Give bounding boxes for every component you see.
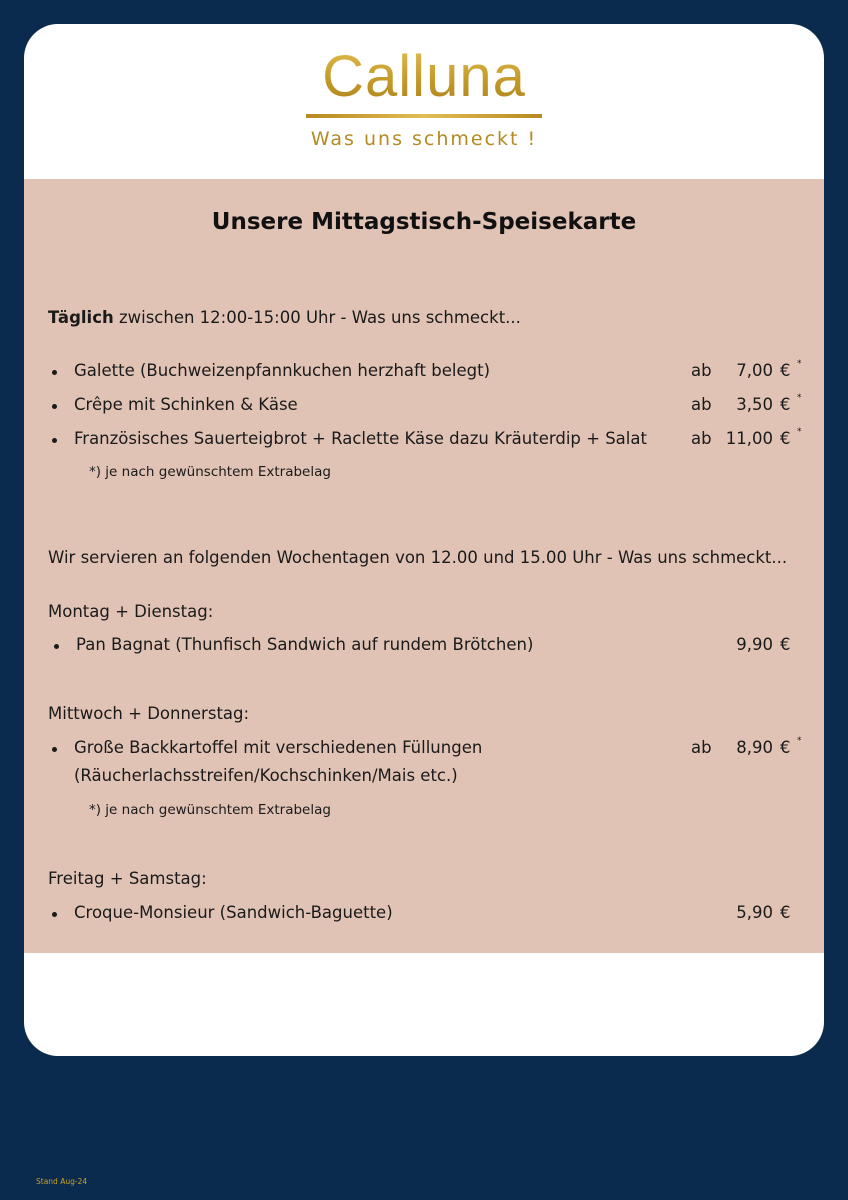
currency: €: [780, 635, 791, 654]
wed-thu-heading: Mittwoch + Donnerstag:: [48, 704, 250, 723]
logo-underline: [306, 114, 542, 118]
list-item: Große Backkartoffel mit verschiedenen Füllungen: [74, 738, 483, 757]
price-prefix: ab: [691, 395, 712, 414]
bullet: [52, 912, 57, 917]
fri-sat-heading: Freitag + Samstag:: [48, 869, 207, 888]
weekly-intro: Wir servieren an folgenden Wochentagen von 12.00 und 15.00 Uhr - Was uns schmeckt...: [48, 548, 788, 567]
menu-card: [24, 24, 824, 1056]
daily-note: *) je nach gewünschtem Extrabelag: [89, 464, 331, 480]
price-prefix: ab: [691, 429, 712, 448]
menu-panel: [24, 179, 824, 953]
bullet: [52, 404, 57, 409]
price-mark: *: [797, 393, 802, 403]
price-mark: *: [797, 427, 802, 437]
currency: €: [780, 738, 791, 757]
logo: [24, 24, 824, 179]
bullet: [54, 644, 59, 649]
currency: €: [780, 361, 791, 380]
list-item-continued: (Räucherlachsstreifen/Kochschinken/Mais etc.): [74, 766, 458, 785]
item-price: 3,50: [736, 395, 773, 414]
item-price: 8,90: [736, 738, 773, 757]
stand-date: Stand Aug-24: [36, 1177, 88, 1186]
currency: €: [780, 429, 791, 448]
item-price: 9,90: [736, 635, 773, 654]
item-price: 11,00: [725, 429, 773, 448]
price-prefix: ab: [691, 361, 712, 380]
list-item: Französisches Sauerteigbrot + Raclette Käse dazu Kräuterdip + Salat: [74, 429, 647, 448]
list-item: Crêpe mit Schinken & Käse: [74, 395, 298, 414]
list-item: Croque-Monsieur (Sandwich-Baguette): [74, 903, 393, 922]
bullet: [52, 438, 57, 443]
daily-heading-bold: Täglich: [48, 308, 114, 327]
menu-title: Unsere Mittagstisch-Speisekarte: [211, 209, 637, 235]
price-mark: *: [797, 359, 802, 369]
logo-slogan: Was uns schmeckt !: [310, 128, 538, 150]
logo-name: Calluna: [24, 42, 824, 112]
daily-heading-rest: zwischen 12:00-15:00 Uhr - Was uns schmeckt...: [113, 308, 521, 327]
price-prefix: ab: [691, 738, 712, 757]
daily-heading: [48, 308, 521, 327]
item-price: 7,00: [736, 361, 773, 380]
mon-tue-heading: Montag + Dienstag:: [48, 602, 214, 621]
list-item: Galette (Buchweizenpfannkuchen herzhaft belegt): [74, 361, 491, 380]
currency: €: [780, 903, 791, 922]
bullet: [52, 747, 57, 752]
wed-thu-note: *) je nach gewünschtem Extrabelag: [89, 802, 331, 818]
item-price: 5,90: [736, 903, 773, 922]
list-item: Pan Bagnat (Thunfisch Sandwich auf rundem Brötchen): [76, 635, 534, 654]
price-mark: *: [797, 736, 802, 746]
currency: €: [780, 395, 791, 414]
bullet: [52, 370, 57, 375]
